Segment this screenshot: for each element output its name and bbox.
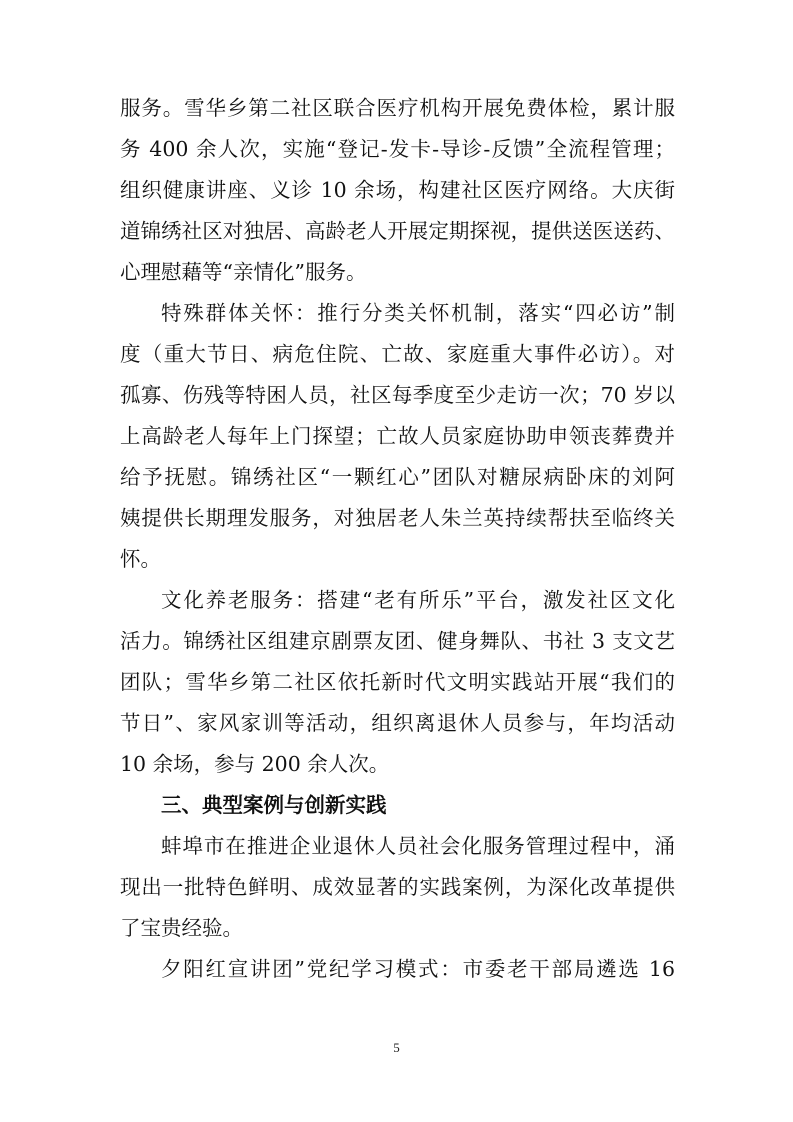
paragraph-start-line: 夕阳红宣讲团”党纪学习模式：市委老干部局遴选 16 <box>161 957 675 981</box>
text-line: 上高龄老人每年上门探望；亡故人员家庭协助申领丧葬费并 <box>120 424 675 448</box>
text-line: 度（重大节日、病危住院、亡故、家庭重大事件必访）。对 <box>120 342 675 366</box>
page-number: 5 <box>393 1040 400 1055</box>
text-line: 组织健康讲座、义诊 10 余场，构建社区医疗网络。大庆街 <box>120 178 675 202</box>
text-line: 心理慰藉等“亲情化”服务。 <box>120 260 367 284</box>
paragraph-start-line: 特殊群体关怀：推行分类关怀机制，落实“四必访”制 <box>161 301 675 325</box>
paragraph-start-line: 蚌埠市在推进企业退休人员社会化服务管理过程中，涌 <box>161 834 675 858</box>
text-line: 团队；雪华乡第二社区依托新时代文明实践站开展“我们的 <box>120 670 675 694</box>
section-heading: 三、典型案例与创新实践 <box>161 793 387 817</box>
text-line: 节日”、家风家训等活动，组织离退休人员参与，年均活动 <box>120 711 675 735</box>
text-line: 10 余场，参与 200 余人次。 <box>120 752 390 776</box>
text-line: 现出一批特色鲜明、成效显著的实践案例，为深化改革提供 <box>120 875 675 899</box>
text-line: 服务。雪华乡第二社区联合医疗机构开展免费体检，累计服 <box>120 96 675 120</box>
text-line: 了宝贵经验。 <box>120 916 243 940</box>
text-line: 给予抚慰。锦绣社区“一颗红心”团队对糖尿病卧床的刘阿 <box>120 465 675 489</box>
text-line: 道锦绣社区对独居、高龄老人开展定期探视，提供送医送药、 <box>120 219 675 243</box>
paragraph-start-line: 文化养老服务：搭建“老有所乐”平台，激发社区文化 <box>161 588 675 612</box>
document-page <box>120 88 675 990</box>
text-line: 务 400 余人次，实施“登记-发卡-导诊-反馈”全流程管理； <box>120 137 675 161</box>
text-line: 怀。 <box>120 547 161 571</box>
text-line: 活力。锦绣社区组建京剧票友团、健身舞队、书社 3 支文艺 <box>120 629 675 653</box>
text-line: 孤寡、伤残等特困人员，社区每季度至少走访一次；70 岁以 <box>120 383 675 407</box>
text-line: 姨提供长期理发服务，对独居老人朱兰英持续帮扶至临终关 <box>120 506 675 530</box>
